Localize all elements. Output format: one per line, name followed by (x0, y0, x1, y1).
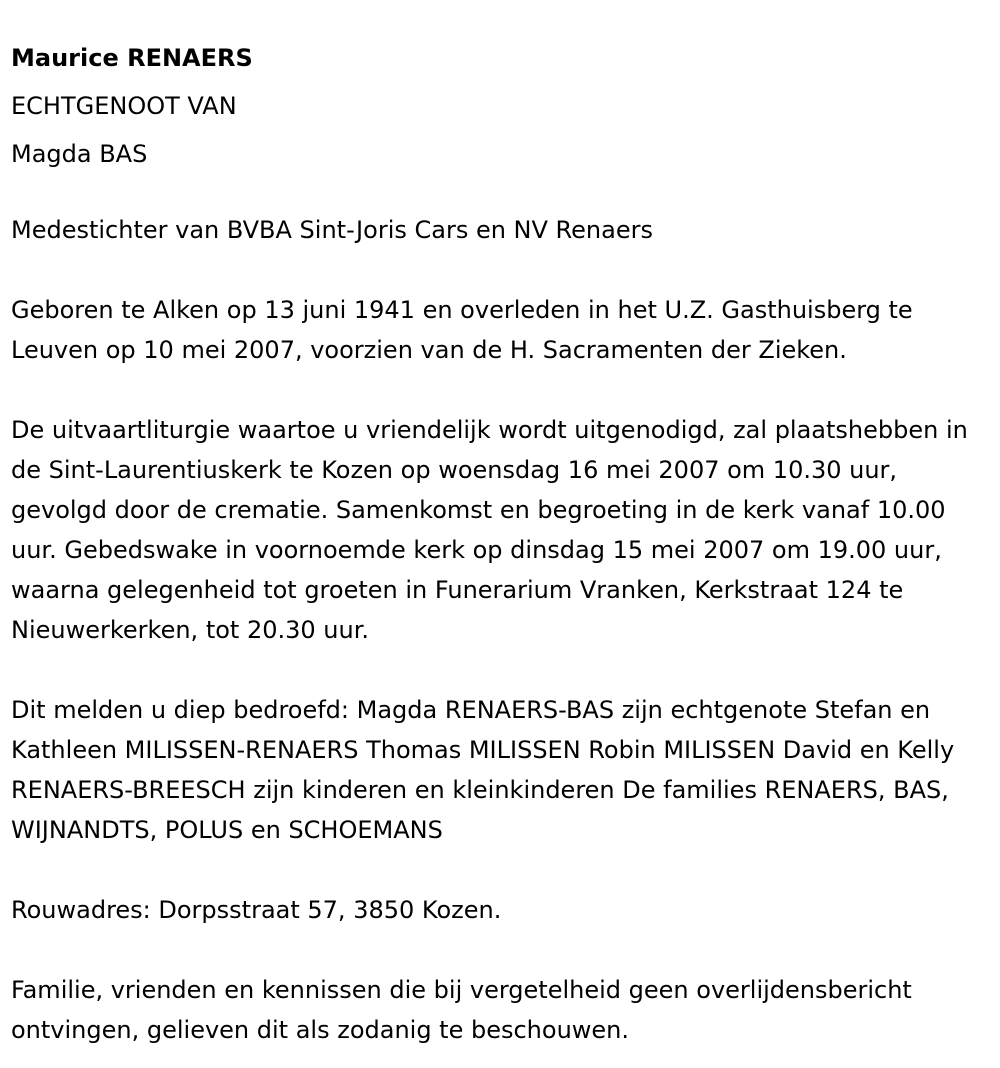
obituary-notice (11, 34, 991, 1050)
birth-death-paragraph: Geboren te Alken op 13 juni 1941 en overleden in het U.Z. Gasthuisberg te Leuven op 10 mei 2007, voorzien van de H. Sacramenten der Zieken. (11, 296, 913, 364)
closing-paragraph: Familie, vrienden en kennissen die bij vergetelheid geen overlijdensbericht ontvingen, gelieven dit als zodanig te beschouwen. (11, 976, 912, 1044)
announcement-paragraph: Dit melden u diep bedroefd: Magda RENAERS-BAS zijn echtgenote Stefan en Kathleen MILISSEN-RENAERS Thomas MILISSEN Robin MILISSEN David en Kelly RENAERS-BREESCH zijn kinderen en kleinkinderen De families RENAERS, BAS, WIJNANDTS, POLUS en SCHOEMANS (11, 696, 955, 844)
funeral-paragraph: De uitvaartliturgie waartoe u vriendelijk wordt uitgenodigd, zal plaatshebben in de Sint-Laurentiuskerk te Kozen op woensdag 16 mei 2007 om 10.30 uur, gevolgd door de crematie. Samenkomst en begroeting in de kerk vanaf 10.00 uur. Gebedswake in voornoemde kerk op dinsdag 15 mei 2007 om 19.00 uur, waarna gelegenheid tot groeten in Funerarium Vranken, Kerkstraat 124 te Nieuwerkerken, tot 20.30 uur. (11, 416, 968, 644)
deceased-name: Maurice RENAERS (11, 44, 253, 72)
relation-label: ECHTGENOOT VAN (11, 92, 237, 120)
founder-paragraph: Medestichter van BVBA Sint-Joris Cars en NV Renaers (11, 216, 653, 244)
spouse-name: Magda BAS (11, 140, 148, 168)
address-paragraph: Rouwadres: Dorpsstraat 57, 3850 Kozen. (11, 896, 502, 924)
